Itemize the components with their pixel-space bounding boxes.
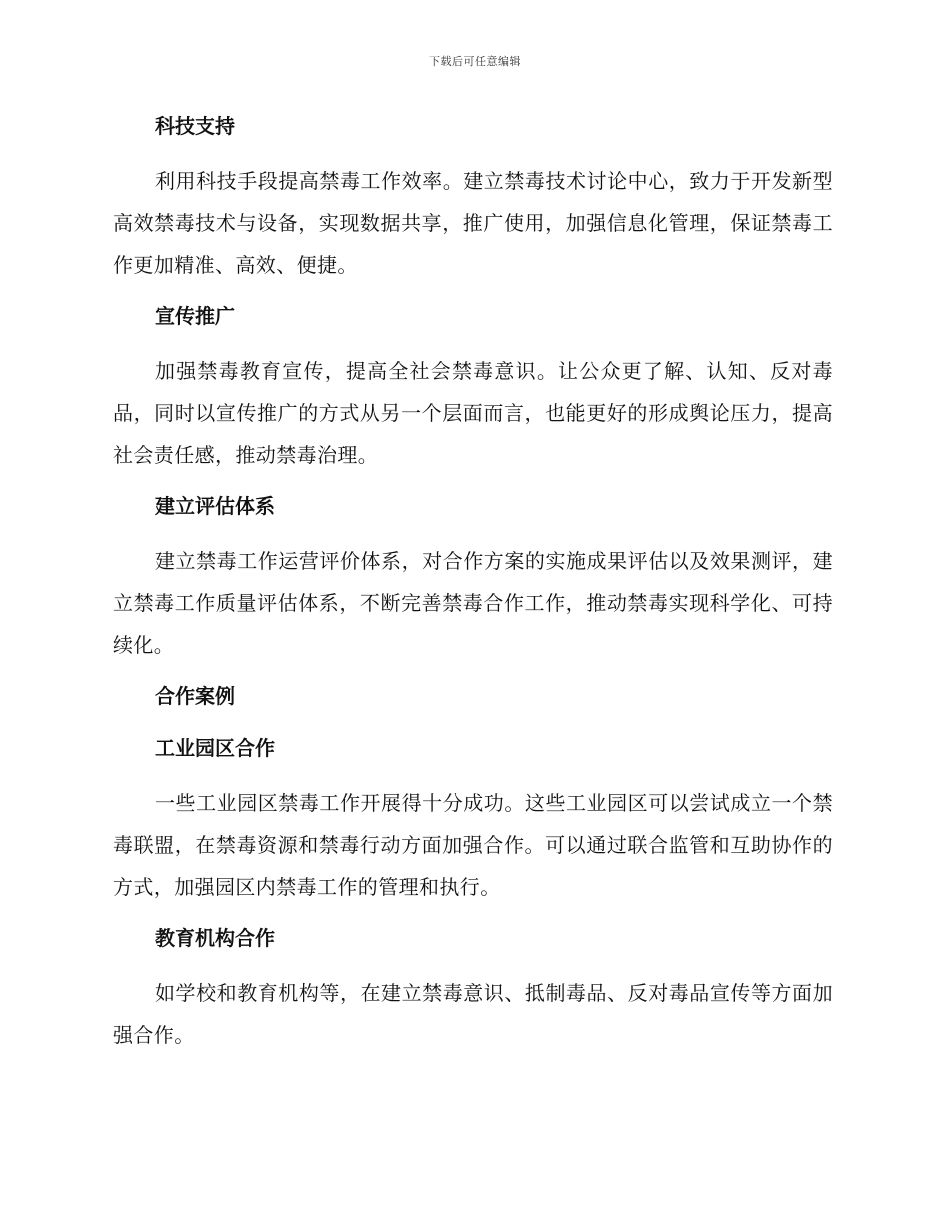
paragraph-promotion: 加强禁毒教育宣传，提高全社会禁毒意识。让公众更了解、认知、反对毒品，同时以宣传推广的方式从另一个层面而言，也能更好的形成舆论压力，提高社会责任感，推动禁毒治理。 [113, 359, 833, 467]
section-heading-education: 教育机构合作 [155, 926, 275, 950]
paragraph-tech-support: 利用科技手段提高禁毒工作效率。建立禁毒技术讨论中心，致力于开发新型高效禁毒技术与设备，实现数据共享，推广使用，加强信息化管理，保证禁毒工作更加精准、高效、便捷。 [113, 169, 833, 277]
section-heading-evaluation: 建立评估体系 [155, 494, 275, 518]
paragraph-education: 如学校和教育机构等，在建立禁毒意识、抵制毒品、反对毒品宣传等方面加强合作。 [113, 981, 833, 1047]
section-heading-promotion: 宣传推广 [155, 304, 235, 328]
section-heading-industrial-park: 工业园区合作 [155, 736, 275, 760]
section-heading-cases: 合作案例 [155, 684, 235, 708]
section-heading-tech-support: 科技支持 [155, 114, 235, 138]
paragraph-evaluation: 建立禁毒工作运营评价体系，对合作方案的实施成果评估以及效果测评，建立禁毒工作质量评估体系，不断完善禁毒合作工作，推动禁毒实现科学化、可持续化。 [113, 549, 833, 657]
document-body [113, 108, 833, 1068]
page-header: 下载后可任意编辑 [429, 55, 521, 68]
paragraph-industrial-park: 一些工业园区禁毒工作开展得十分成功。这些工业园区可以尝试成立一个禁毒联盟，在禁毒资源和禁毒行动方面加强合作。可以通过联合监管和互助协作的方式，加强园区内禁毒工作的管理和执行。 [113, 791, 833, 899]
